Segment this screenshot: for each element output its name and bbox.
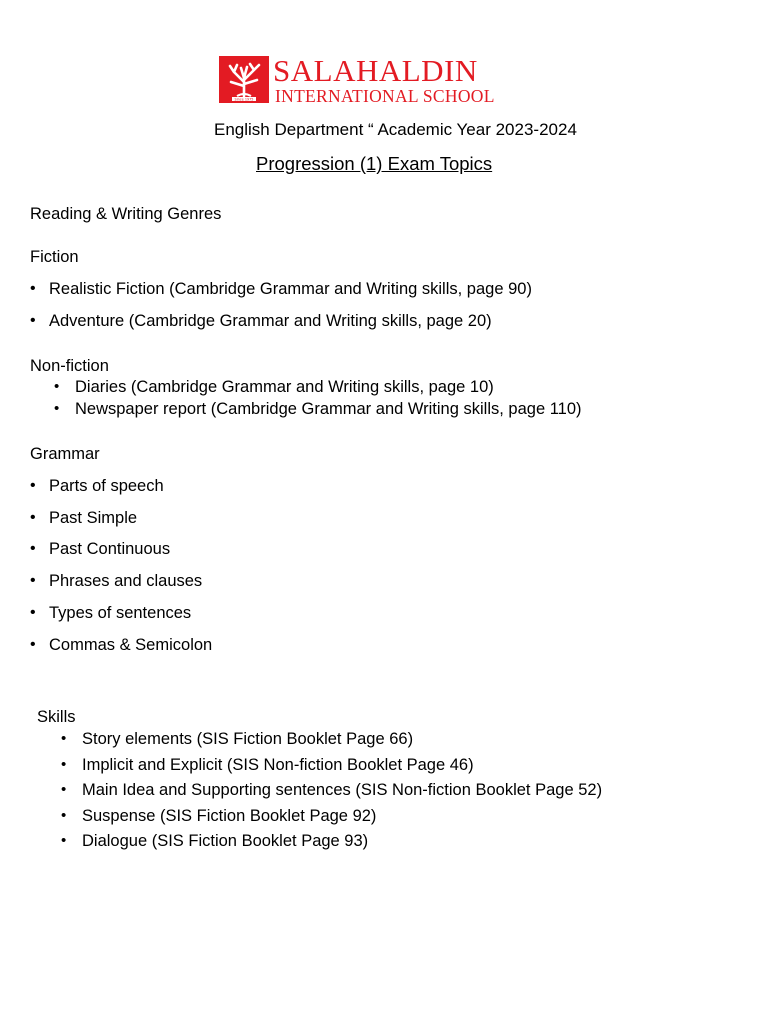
list-item: • Newspaper report (Cambridge Grammar and Writing skills, page 110) <box>54 400 582 418</box>
list-item: • Past Continuous <box>30 540 171 558</box>
list-item: • Dialogue (SIS Fiction Booklet Page 93) <box>61 832 369 850</box>
list-item: • Story elements (SIS Fiction Booklet Page 66) <box>61 730 414 748</box>
list-item: • Phrases and clauses <box>30 572 203 590</box>
list-item: • Commas & Semicolon <box>30 636 213 654</box>
non-fiction-heading: Non-fiction <box>30 357 109 375</box>
tree-emblem-icon <box>219 56 269 103</box>
reading-writing-heading: Reading & Writing Genres <box>30 205 222 223</box>
school-logo <box>219 53 509 106</box>
list-item: • Suspense (SIS Fiction Booklet Page 92) <box>61 807 377 825</box>
list-item: • Adventure (Cambridge Grammar and Writing skills, page 20) <box>30 312 492 330</box>
list-item: • Realistic Fiction (Cambridge Grammar and Writing skills, page 90) <box>30 280 532 298</box>
grammar-heading: Grammar <box>30 445 100 463</box>
list-item: • Types of sentences <box>30 604 192 622</box>
list-item: • Past Simple <box>30 509 138 527</box>
list-item: • Diaries (Cambridge Grammar and Writing skills, page 10) <box>54 378 494 396</box>
page-title: Progression (1) Exam Topics <box>256 153 493 174</box>
school-subtitle: INTERNATIONAL SCHOOL <box>275 86 495 106</box>
list-item: • Parts of speech <box>30 477 164 495</box>
fiction-heading: Fiction <box>30 248 79 266</box>
logo-caption: Since 1975 <box>234 97 254 102</box>
list-item: • Main Idea and Supporting sentences (SIS Non-fiction Booklet Page 52) <box>61 781 603 799</box>
skills-heading: Skills <box>37 708 76 726</box>
department-line: English Department “ Academic Year 2023-2024 <box>214 120 577 139</box>
school-name: SALAHALDIN <box>273 53 478 88</box>
list-item: • Implicit and Explicit (SIS Non-fiction Booklet Page 46) <box>61 756 474 774</box>
